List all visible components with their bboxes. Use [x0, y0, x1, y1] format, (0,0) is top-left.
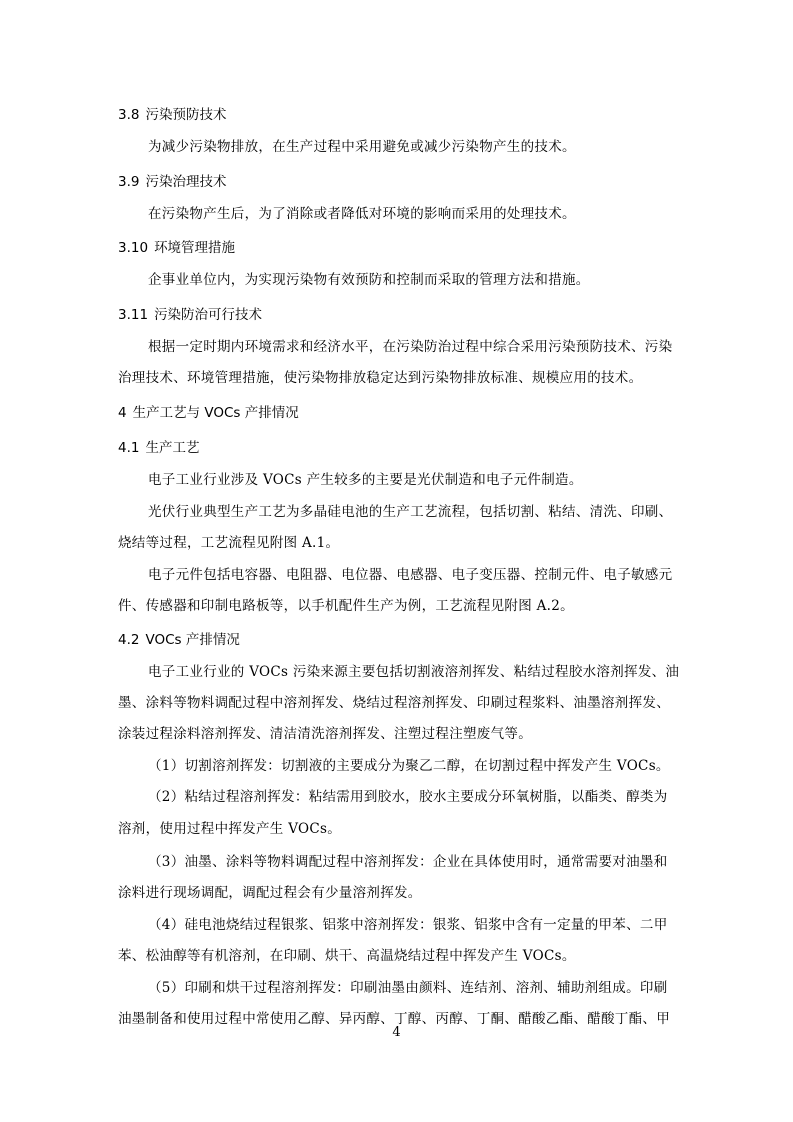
paragraph-line: 在污染物产生后，为了消除或者降低对环境的影响而采用的处理技术。: [148, 206, 576, 222]
section-number: 3.9: [118, 174, 140, 190]
paragraph-line: 光伏行业典型生产工艺为多晶硅电池的生产工艺流程，包括切割、粘结、清洗、印刷、: [148, 504, 673, 520]
section-heading-3-11: [118, 303, 262, 323]
paragraph-line: 治理技术、环境管理措施，使污染物排放稳定达到污染物排放标准、规模应用的技术。: [118, 370, 643, 386]
paragraph-line: 烧结等过程，工艺流程见附图 A.1。: [118, 535, 340, 551]
section-title: 污染治理技术: [145, 174, 227, 190]
paragraph-line: 涂装过程涂料溶剂挥发、清洁清洗溶剂挥发、注塑过程注塑废气等。: [118, 726, 532, 742]
section-heading-4-1: [118, 436, 199, 456]
paragraph-line: （3）油墨、涂料等物料调配过程中溶剂挥发：企业在具体使用时，通常需要对油墨和: [148, 854, 668, 870]
section-number: 4: [118, 405, 127, 421]
paragraph-line: 电子工业行业的 VOCs 污染来源主要包括切割液溶剂挥发、粘结过程胶水溶剂挥发、油: [148, 664, 680, 680]
section-title: 生产工艺: [145, 440, 200, 456]
paragraph-line: 涂料进行现场调配，调配过程会有少量溶剂挥发。: [118, 885, 422, 901]
paragraph-line: 油墨制备和使用过程中常使用乙醇、异丙醇、丁醇、丙醇、丁酮、醋酸乙酯、醋酸丁酯、甲: [118, 1011, 670, 1027]
section-heading-3-10: [118, 236, 235, 256]
section-heading-3-8: [118, 103, 226, 123]
section-number: 3.10: [118, 240, 149, 256]
paragraph-line: （1）切割溶剂挥发：切割液的主要成分为聚乙二醇，在切割过程中挥发产生 VOCs。: [148, 758, 670, 774]
paragraph-line: （2）粘结过程溶剂挥发：粘结需用到胶水，胶水主要成分环氧树脂，以酯类、醇类为: [148, 789, 668, 805]
section-number: 4.1: [118, 440, 140, 456]
section-title: VOCs 产排情况: [145, 632, 240, 648]
section-number: 4.2: [118, 632, 140, 648]
paragraph-line: 墨、涂料等物料调配过程中溶剂挥发、烧结过程溶剂挥发、印刷过程浆料、油墨溶剂挥发、: [118, 695, 670, 711]
paragraph-line: （5）印刷和烘干过程溶剂挥发：印刷油墨由颜料、连结剂、溶剂、辅助剂组成。印刷: [148, 980, 668, 996]
section-title: 污染防治可行技术: [154, 307, 263, 323]
paragraph-line: 为减少污染物排放，在生产过程中采用避免或减少污染物产生的技术。: [148, 139, 576, 155]
paragraph-line: 电子工业行业涉及 VOCs 产生较多的主要是光伏制造和电子元件制造。: [148, 472, 583, 488]
paragraph-line: 苯、松油醇等有机溶剂，在印刷、烘干、高温烧结过程中挥发产生 VOCs。: [118, 948, 576, 964]
section-heading-3-9: [118, 170, 226, 190]
paragraph-line: 企事业单位内，为实现污染物有效预防和控制而采取的管理方法和措施。: [148, 272, 590, 288]
paragraph-line: 根据一定时期内环境需求和经济水平，在污染防治过程中综合采用污染预防技术、污染: [148, 339, 673, 355]
page-number: 4: [392, 1025, 401, 1040]
paragraph-line: （4）硅电池烧结过程银浆、铝浆中溶剂挥发：银浆、铝浆中含有一定量的甲苯、二甲: [148, 917, 668, 933]
section-number: 3.11: [118, 307, 149, 323]
section-number: 3.8: [118, 107, 140, 123]
section-heading-4-2: [118, 628, 240, 648]
section-title: 污染预防技术: [145, 107, 227, 123]
section-title: 环境管理措施: [154, 240, 236, 256]
paragraph-line: 件、传感器和印制电路板等，以手机配件生产为例，工艺流程见附图 A.2。: [118, 598, 574, 614]
section-heading-4: [118, 401, 299, 421]
paragraph-line: 溶剂，使用过程中挥发产生 VOCs。: [118, 821, 342, 837]
section-title: 生产工艺与 VOCs 产排情况: [132, 405, 299, 421]
paragraph-line: 电子元件包括电容器、电阻器、电位器、电感器、电子变压器、控制元件、电子敏感元: [148, 567, 673, 583]
